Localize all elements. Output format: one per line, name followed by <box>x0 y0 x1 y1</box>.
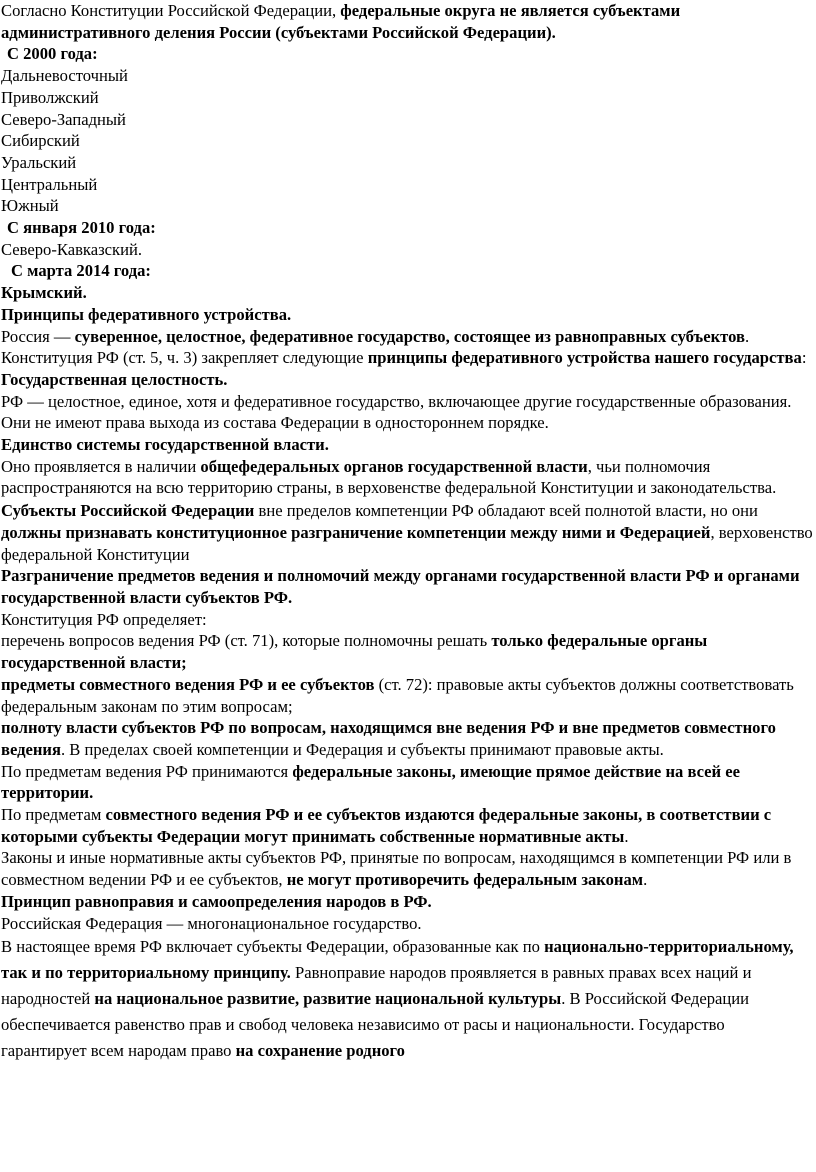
subjects-paragraph <box>1 500 814 565</box>
list-item-3 <box>1 717 814 760</box>
principles-heading-text: Принципы федеративного устройства. <box>1 304 292 324</box>
laws2-text-2: . <box>624 826 629 846</box>
laws-paragraph-2 <box>1 804 814 847</box>
russia-bold-2: принципы федеративного устройства нашего государства <box>367 348 802 368</box>
heading-2010-text: С января 2010 года: <box>7 218 156 238</box>
district-item: Сибирский <box>1 131 80 151</box>
equality-heading-text: Принцип равноправия и самоопределения народов в РФ. <box>1 891 432 911</box>
heading-2010 <box>1 217 814 239</box>
subjects-text-1: вне пределов компетенции РФ обладают всей полнотой власти, но они <box>254 501 758 521</box>
integrity-heading <box>1 369 814 391</box>
unity-bold-1: общефедеральных органов государственной власти <box>200 456 588 476</box>
district-item: Южный <box>1 196 59 216</box>
district-2010: Северо-Кавказский. <box>1 239 142 259</box>
unity-paragraph <box>1 456 814 499</box>
district-2014 <box>1 282 814 304</box>
subjects-bold-1: Субъекты Российской Федерации <box>1 501 255 521</box>
list2-text: (ст. 72): правовые акты субъектов должны соответствовать федеральным законам по этим вопросам; <box>1 674 794 716</box>
unity-heading <box>1 434 814 456</box>
unity-text-1: Оно проявляется в наличии <box>1 456 201 476</box>
multinational-paragraph: Российская Федерация — многонациональное государство. <box>1 913 422 933</box>
heading-2014 <box>1 260 814 282</box>
district-item: Уральский <box>1 152 77 172</box>
russia-text-1: Россия — <box>1 326 75 346</box>
list1-text: перечень вопросов ведения РФ (ст. 71), которые полномочны решать <box>1 631 492 651</box>
integrity-paragraph: РФ — целостное, единое, хотя и федеративное государство, включающее другие государственные образования. Они не имеют права выхода из состава Федерации в одностороннем порядке. <box>1 391 792 433</box>
laws3-bold: не могут противоречить федеральным законам <box>286 870 644 890</box>
laws2-text-1: По предметам <box>1 805 106 825</box>
unity-text-2: , чьи полномочия распространяются на всю территорию страны, в верховенстве федеральной Конституции и законодательства. <box>1 456 777 498</box>
subjects-bold-2: должны признавать конституционное разграничение компетенции между ними и Федерацией <box>1 522 711 542</box>
intro-paragraph <box>1 0 814 43</box>
laws1-bold: федеральные законы, имеющие прямое действие на всей ее территории. <box>1 761 740 803</box>
constitution-defines: Конституция РФ определяет: <box>1 609 207 629</box>
russia-text-2: . Конституция РФ (ст. 5, ч. 3) закрепляет следующие <box>1 326 750 368</box>
delimitation-heading <box>1 565 814 608</box>
peoples-text-1: В настоящее время РФ включает субъекты Федерации, образованные как по <box>1 937 545 957</box>
peoples-paragraph <box>1 934 814 1064</box>
district-item: Дальневосточный <box>1 66 128 86</box>
russia-text-3: : <box>801 348 807 368</box>
list1-bold: только федеральные органы государственной власти; <box>1 631 708 673</box>
laws1-text: По предметам ведения РФ принимаются <box>1 761 293 781</box>
peoples-text-3: . В Российской Федерации обеспечивается равенство прав и свобод человека независимо от расы и национальности. Государство гарантирует всем народам право <box>1 989 749 1061</box>
district-item: Северо-Западный <box>1 109 126 129</box>
peoples-bold-1: национально-территориальному, так и по территориальному принципу. <box>1 937 794 983</box>
russia-bold-1: суверенное, целостное, федеративное государство, состоящее из равноправных субъектов <box>74 326 745 346</box>
peoples-bold-3: на сохранение родного <box>235 1041 405 1061</box>
heading-2000 <box>1 43 814 65</box>
equality-heading <box>1 891 814 913</box>
intro-text: Согласно Конституции Российской Федерации, <box>1 1 341 20</box>
laws-paragraph-3 <box>1 847 814 890</box>
list-item-2 <box>1 674 814 717</box>
intro-bold: федеральные округа не является субъектами административного деления России (субъектами Российской Федерации). <box>1 1 681 42</box>
heading-2014-text: С марта 2014 года: <box>11 261 151 281</box>
russia-paragraph <box>1 326 814 369</box>
subjects-text-2: , верховенство федеральной Конституции <box>1 522 813 564</box>
laws2-bold: совместного ведения РФ и ее субъектов издаются федеральные законы, в соответствии с которыми субъекты Федерации могут принимать собственные нормативные акты <box>1 805 772 846</box>
delimitation-heading-text: Разграничение предметов ведения и полномочий между органами государственной власти РФ и органами государственной власти субъектов РФ. <box>1 566 800 607</box>
peoples-bold-2: на национальное развитие, развитие национальной культуры <box>94 989 562 1009</box>
list3-text: . В пределах своей компетенции и Федерация и субъекты принимают правовые акты. <box>60 739 664 759</box>
list2-bold: предметы совместного ведения РФ и ее субъектов <box>1 674 375 694</box>
unity-heading-text: Единство системы государственной власти. <box>1 435 329 455</box>
list-item-1 <box>1 630 814 673</box>
heading-2000-text: С 2000 года: <box>7 44 98 64</box>
district-item: Приволжский <box>1 87 99 107</box>
laws-paragraph-1 <box>1 761 814 804</box>
integrity-heading-text: Государственная целостность. <box>1 369 228 389</box>
peoples-text-2: Равноправие народов проявляется в равных правах всех наций и народностей <box>1 963 752 1009</box>
district-item: Центральный <box>1 174 98 194</box>
laws3-text-1: Законы и иные нормативные акты субъектов РФ, принятые по вопросам, находящимся в компетенции РФ или в совместном ведении РФ и ее субъектов, <box>1 848 792 890</box>
laws3-text-2: . <box>643 870 648 890</box>
district-2014-text: Крымский. <box>1 283 87 303</box>
list3-bold: полноту власти субъектов РФ по вопросам, находящимся вне ведения РФ и вне предметов совместного ведения <box>1 718 776 759</box>
principles-heading <box>1 304 814 326</box>
